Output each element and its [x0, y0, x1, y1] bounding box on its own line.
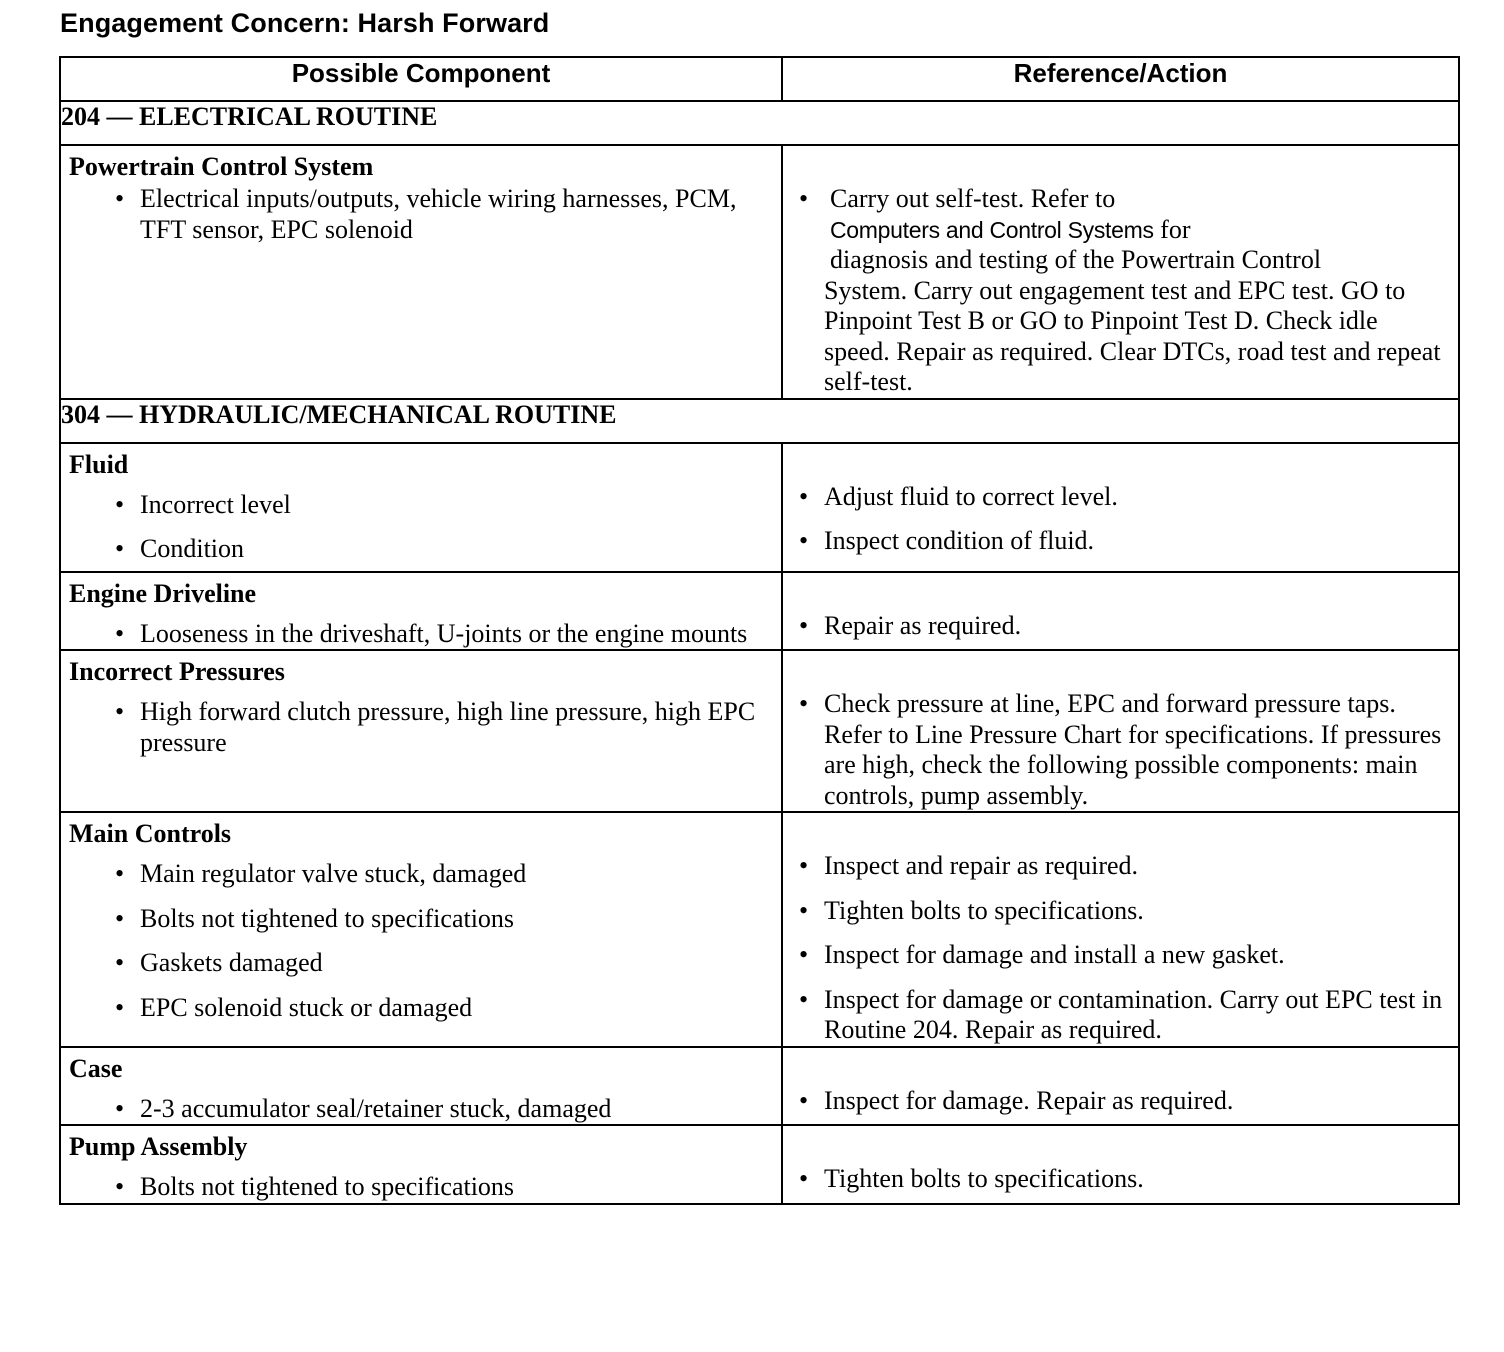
routine-heading: 204 — ELECTRICAL ROUTINE	[60, 101, 1459, 145]
list-item	[783, 896, 1458, 927]
action-cell	[782, 1125, 1459, 1204]
group-name: Powertrain Control System	[69, 152, 374, 181]
list-item	[61, 1172, 781, 1203]
column-header-action: Reference/Action	[782, 57, 1459, 101]
component-cell	[60, 812, 782, 1047]
component-text: Electrical inputs/outputs, vehicle wiring harnesses, PCM, TFT sensor, EPC solenoid	[140, 184, 737, 244]
action-text: Inspect for damage. Repair as required.	[824, 1085, 1234, 1115]
action-line: diagnosis and testing of the Powertrain Control	[830, 245, 1322, 274]
bullet-icon: •	[799, 526, 809, 555]
group-name: Fluid	[69, 449, 129, 479]
reference-link[interactable]: Computers and Control Systems	[830, 216, 1154, 243]
list-item	[61, 619, 781, 650]
component-cell	[60, 650, 782, 812]
bullet-icon: •	[115, 859, 125, 888]
action-text: Tighten bolts to specifications.	[824, 895, 1144, 925]
component-list	[61, 697, 781, 758]
action-list	[783, 611, 1458, 642]
action-ref-tail: for	[1153, 214, 1191, 244]
list-item	[783, 1086, 1458, 1117]
list-item	[783, 1164, 1458, 1195]
list-item	[783, 611, 1458, 642]
component-cell	[60, 1047, 782, 1126]
list-item	[61, 697, 781, 758]
component-text: EPC solenoid stuck or damaged	[140, 992, 473, 1022]
bullet-icon: •	[115, 1172, 125, 1201]
action-cell	[782, 1047, 1459, 1126]
action-text: Inspect condition of fluid.	[824, 526, 1095, 555]
action-line: Carry out self-test. Refer to	[830, 184, 1116, 213]
component-text: 2-3 accumulator seal/retainer stuck, damaged	[140, 1093, 612, 1123]
list-item	[61, 904, 781, 935]
list-item	[783, 689, 1458, 811]
action-ref-line	[830, 215, 1444, 246]
group-row	[60, 812, 1459, 1047]
bullet-icon: •	[799, 689, 809, 718]
group-row	[60, 1047, 1459, 1126]
list-item	[61, 490, 781, 521]
bullet-icon: •	[799, 184, 809, 213]
component-list	[61, 619, 781, 650]
component-text: Bolts not tightened to specifications	[140, 1172, 515, 1201]
component-text: High forward clutch pressure, high line pressure, high EPC pressure	[140, 697, 756, 757]
list-item	[783, 184, 1458, 398]
list-item	[783, 526, 1458, 557]
component-text: Gaskets damaged	[140, 948, 323, 977]
component-list	[61, 1172, 781, 1203]
group-spacer	[783, 813, 1458, 851]
component-text: Main regulator valve stuck, damaged	[140, 859, 527, 888]
diagnostic-table	[59, 56, 1460, 1205]
page-title: Engagement Concern: Harsh Forward	[60, 8, 550, 38]
list-item	[61, 534, 781, 565]
group-name: Main Controls	[69, 819, 232, 848]
bullet-icon: •	[799, 481, 809, 511]
component-text: Looseness in the driveshaft, U-joints or the engine mounts	[140, 618, 748, 648]
bullet-icon: •	[799, 851, 809, 880]
bullet-icon: •	[115, 534, 125, 563]
action-list	[783, 482, 1458, 557]
group-spacer	[783, 651, 1458, 689]
group-spacer	[783, 573, 1458, 611]
list-item	[783, 482, 1458, 513]
action-text: Adjust fluid to correct level.	[824, 481, 1118, 511]
group-spacer	[783, 1048, 1458, 1086]
group-row	[60, 443, 1459, 572]
action-text: Tighten bolts to specifications.	[824, 1164, 1144, 1193]
action-cell	[782, 443, 1459, 572]
action-text: Check pressure at line, EPC and forward pressure taps. Refer to Line Pressure Chart for specifications. If pressures are high, check the following possible components: main controls, pump assembly.	[824, 689, 1442, 810]
group-spacer	[783, 444, 1458, 482]
action-list	[783, 1164, 1458, 1195]
action-text: Inspect for damage and install a new gasket.	[824, 940, 1285, 969]
bullet-icon: •	[799, 895, 809, 925]
group-name: Engine Driveline	[69, 578, 257, 608]
group-row	[60, 145, 1459, 399]
action-list	[783, 184, 1458, 398]
bullet-icon: •	[115, 184, 125, 213]
list-item	[61, 948, 781, 979]
action-cell	[782, 572, 1459, 651]
bullet-icon: •	[115, 992, 125, 1022]
list-item	[783, 985, 1458, 1046]
action-list	[783, 1086, 1458, 1117]
bullet-icon: •	[799, 1164, 809, 1193]
routine-heading: 304 — HYDRAULIC/MECHANICAL ROUTINE	[60, 399, 1459, 443]
component-text: Condition	[140, 534, 245, 563]
list-item	[783, 851, 1458, 882]
action-cell	[782, 650, 1459, 812]
component-cell	[60, 572, 782, 651]
component-cell	[60, 145, 782, 399]
routine-row	[60, 399, 1459, 443]
action-text: System. Carry out engagement test and EPC test. GO to Pinpoint Test B or GO to Pinpoint Test D. Check idle speed. Repair as required. Clear DTCs, road test and repeat self-test.	[824, 275, 1441, 396]
group-row	[60, 650, 1459, 812]
component-text: Bolts not tightened to specifications	[140, 903, 515, 933]
list-item	[61, 1094, 781, 1125]
component-list	[61, 859, 781, 1023]
action-text: Repair as required.	[824, 610, 1022, 640]
bullet-icon: •	[115, 903, 125, 933]
table-header-row	[60, 57, 1459, 101]
group-name: Pump Assembly	[69, 1132, 248, 1161]
column-header-component: Possible Component	[60, 57, 782, 101]
bullet-icon: •	[799, 940, 809, 969]
group-row	[60, 572, 1459, 651]
bullet-icon: •	[115, 489, 125, 519]
action-text: Inspect for damage or contamination. Carry out EPC test in Routine 204. Repair as required.	[824, 984, 1443, 1044]
list-item	[61, 993, 781, 1024]
bullet-icon: •	[115, 1093, 125, 1123]
group-name: Incorrect Pressures	[69, 657, 285, 686]
list-item	[783, 940, 1458, 971]
bullet-icon: •	[115, 618, 125, 648]
bullet-icon: •	[799, 1085, 809, 1115]
component-list	[61, 184, 781, 245]
component-cell	[60, 443, 782, 572]
bullet-icon: •	[115, 697, 125, 726]
action-list	[783, 689, 1458, 811]
bullet-icon: •	[115, 948, 125, 977]
group-spacer	[783, 1126, 1458, 1164]
routine-row	[60, 101, 1459, 145]
component-cell	[60, 1125, 782, 1204]
action-list	[783, 851, 1458, 1046]
group-name: Case	[69, 1053, 123, 1083]
component-text: Incorrect level	[140, 489, 291, 519]
action-text: Inspect and repair as required.	[824, 851, 1139, 880]
bullet-icon: •	[799, 984, 809, 1014]
group-row	[60, 1125, 1459, 1204]
group-spacer	[783, 146, 1458, 184]
list-item	[61, 184, 781, 245]
bullet-icon: •	[799, 610, 809, 640]
action-cell	[782, 812, 1459, 1047]
action-cell	[782, 145, 1459, 399]
component-list	[61, 490, 781, 565]
component-list	[61, 1094, 781, 1125]
list-item	[61, 859, 781, 890]
